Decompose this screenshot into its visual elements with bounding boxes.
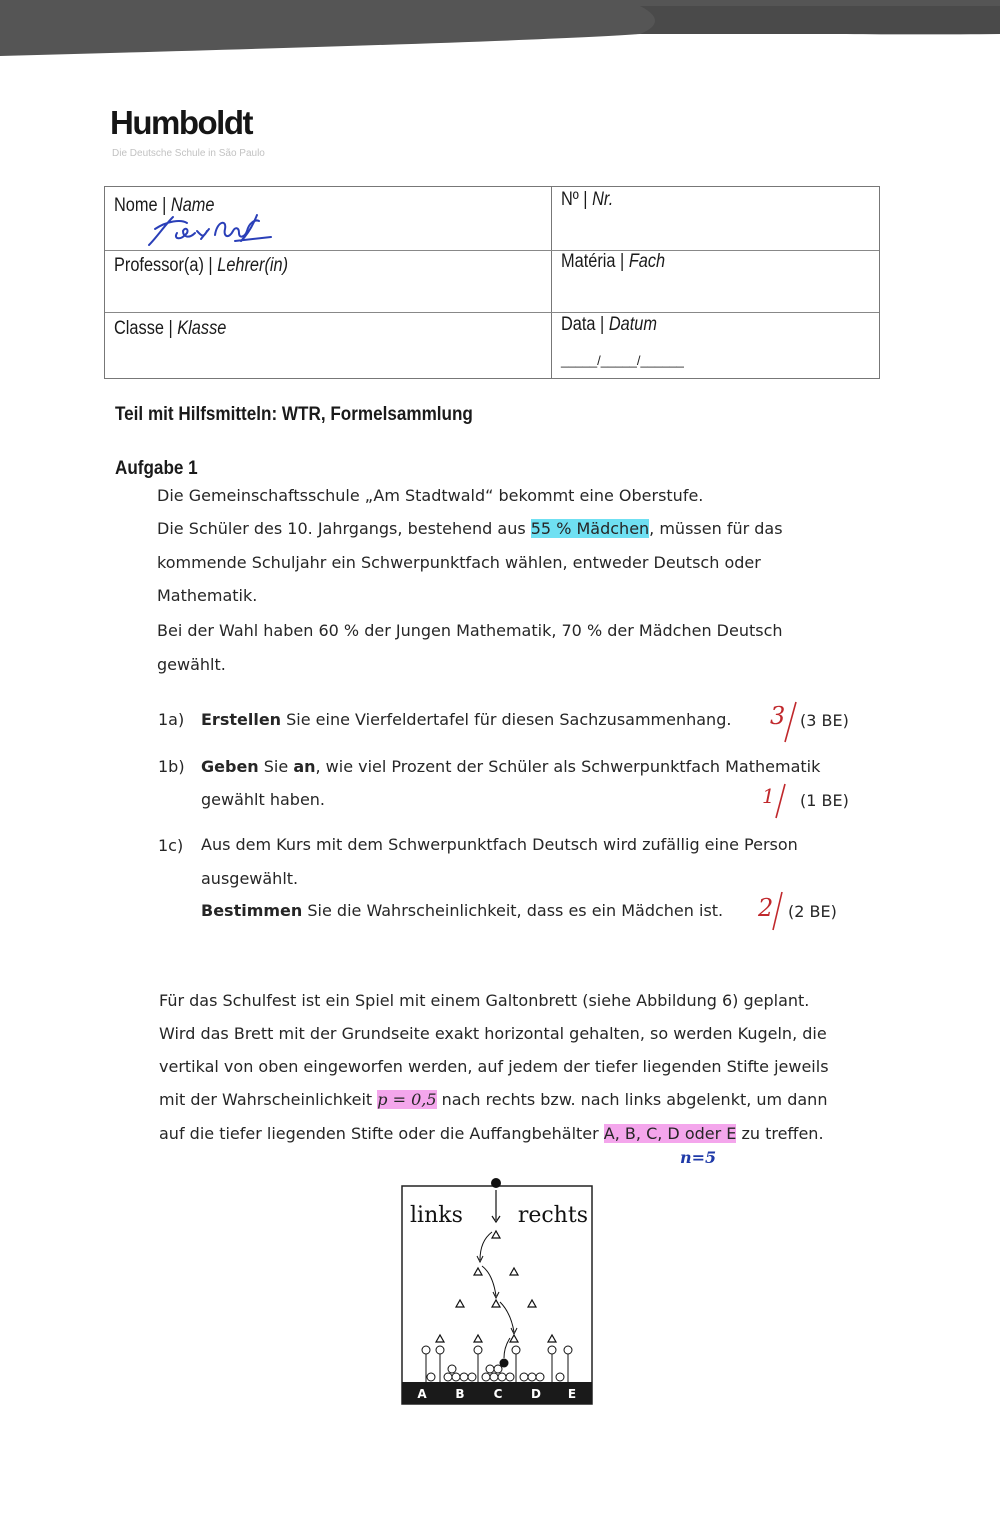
subtask-1a-number: 1a) bbox=[158, 710, 185, 729]
intro-line-3: kommende Schuljahr ein Schwerpunktfach wählen, entweder Deutsch oder bbox=[157, 553, 761, 572]
intro-line-2: Die Schüler des 10. Jahrgangs, bestehend aus 55 % Mädchen, müssen für das bbox=[157, 519, 783, 538]
subtask-1b-text: Geben Sie an, wie viel Prozent der Schüler als Schwerpunktfach Mathematik bbox=[201, 757, 821, 776]
school-logo bbox=[110, 104, 265, 159]
hand-score-1b: 1 bbox=[762, 784, 775, 808]
galton-board-figure bbox=[400, 1172, 596, 1408]
galton-line-3: vertikal von oben eingeworfen werden, auf jedem der tiefer liegenden Stifte jeweils bbox=[159, 1057, 829, 1076]
highlight-probability: p = 0,5 bbox=[377, 1090, 437, 1109]
form-divider-vertical bbox=[551, 187, 552, 378]
bin-label-c: C bbox=[493, 1387, 503, 1401]
handwritten-note-n: n=5 bbox=[680, 1148, 717, 1167]
date-blank-line: _____/_____/______ bbox=[561, 353, 684, 368]
teacher-label: Professor(a) | Lehrer(in) bbox=[114, 255, 289, 276]
subject-label: Matéria | Fach bbox=[561, 251, 666, 272]
score-slash-1c bbox=[770, 890, 784, 932]
form-divider-row2 bbox=[105, 312, 879, 313]
hand-score-1c: 2 bbox=[758, 894, 774, 922]
figure-left-label: links bbox=[410, 1203, 463, 1228]
intro-line-5: Bei der Wahl haben 60 % der Jungen Mathematik, 70 % der Mädchen Deutsch bbox=[157, 621, 783, 640]
logo-tagline: Die Deutsche Schule in São Paulo bbox=[112, 148, 265, 159]
figure-right-label: rechts bbox=[517, 1203, 588, 1228]
highlight-girls-share: 55 % Mädchen bbox=[530, 519, 650, 538]
hand-score-1a: 3 bbox=[770, 702, 786, 730]
date-label: Data | Datum bbox=[561, 314, 657, 335]
subtask-1b-number: 1b) bbox=[158, 757, 185, 776]
bin-label-d: D bbox=[531, 1387, 541, 1401]
subtask-1a-text: Erstellen Sie eine Vierfeldertafel für diesen Sachzusammenhang. bbox=[201, 710, 732, 729]
highlight-bins: A, B, C, D oder E bbox=[603, 1124, 737, 1143]
class-label: Classe | Klasse bbox=[114, 318, 227, 339]
subtask-1c-line3: Bestimmen Sie die Wahrscheinlichkeit, dass es ein Mädchen ist. bbox=[201, 901, 724, 920]
points-1a: (3 BE) bbox=[800, 711, 849, 730]
number-label: Nº | Nr. bbox=[561, 189, 614, 210]
intro-line-1: Die Gemeinschaftsschule „Am Stadtwald“ bekommt eine Oberstufe. bbox=[157, 486, 704, 505]
points-1c: (2 BE) bbox=[788, 902, 837, 921]
subtask-1c-line1: Aus dem Kurs mit dem Schwerpunktfach Deutsch wird zufällig eine Person bbox=[201, 835, 798, 854]
intro-line-6: gewählt. bbox=[157, 655, 226, 674]
student-info-form bbox=[104, 186, 880, 379]
task-title: Aufgabe 1 bbox=[115, 458, 198, 479]
logo-text: Humboldt bbox=[110, 104, 252, 141]
subtask-1b-line2: gewählt haben. bbox=[201, 790, 326, 809]
handwritten-signature bbox=[143, 211, 273, 251]
subtask-1c-line2: ausgewählt. bbox=[201, 869, 299, 888]
name-label: Nome | Name bbox=[114, 195, 215, 216]
intro-line-4: Mathematik. bbox=[157, 586, 258, 605]
score-slash-1b bbox=[773, 782, 787, 820]
points-1b: (1 BE) bbox=[800, 791, 849, 810]
galton-line-1: Für das Schulfest ist ein Spiel mit einem Galtonbrett (siehe Abbildung 6) geplant. bbox=[159, 991, 810, 1010]
subtask-1c-number: 1c) bbox=[158, 836, 184, 855]
score-slash-1a bbox=[782, 700, 798, 744]
galton-line-2: Wird das Brett mit der Grundseite exakt horizontal gehalten, so werden Kugeln, die bbox=[159, 1024, 827, 1043]
galton-line-4: mit der Wahrscheinlichkeit p = 0,5 nach rechts bzw. nach links abgelenkt, um dann bbox=[159, 1090, 828, 1109]
bin-label-e: E bbox=[567, 1387, 577, 1401]
galton-line-5: auf die tiefer liegenden Stifte oder die Auffangbehälter A, B, C, D oder E zu treffen. bbox=[159, 1124, 824, 1143]
scan-top-band bbox=[0, 0, 1000, 60]
section-title: Teil mit Hilfsmitteln: WTR, Formelsammlung bbox=[115, 404, 473, 425]
bin-label-b: B bbox=[455, 1387, 465, 1401]
bin-label-a: A bbox=[417, 1387, 427, 1401]
